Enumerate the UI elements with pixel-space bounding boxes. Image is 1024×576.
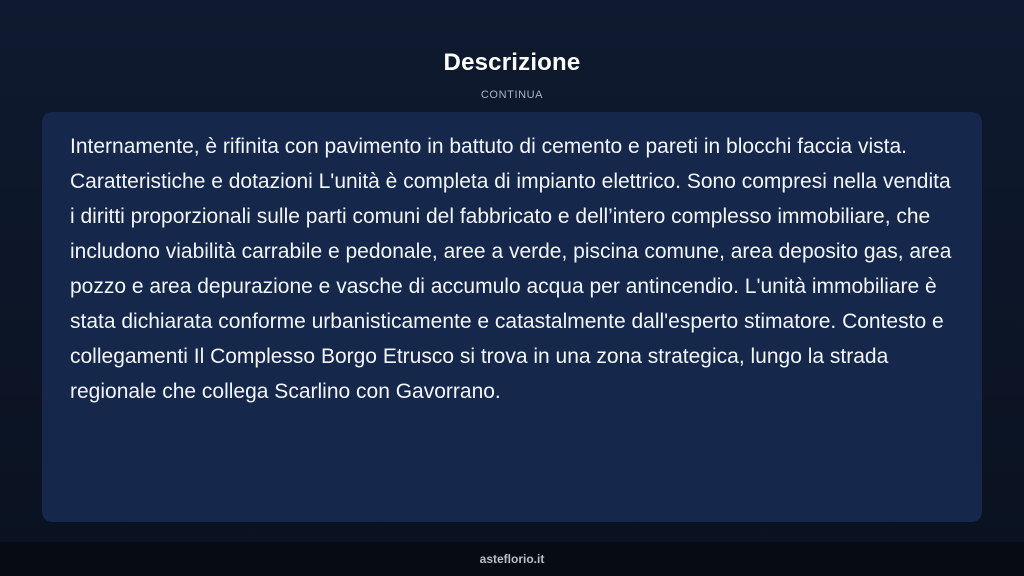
footer-bar <box>0 542 1024 576</box>
continue-label: CONTINUA <box>480 89 544 101</box>
site-label: asteflorio.it <box>479 552 545 566</box>
description-card <box>42 112 982 522</box>
description-text: Internamente, è rifinita con pavimento in battuto di cemento e pareti in blocchi faccia vista. Caratteristiche e dotazioni L'unità è completa di impianto elettrico. Sono compresi nella vendita i diritti proporzionali sulle parti comuni del fabbricato e dell’intero complesso immobiliare, che includono viabilità carrabile e pedonale, aree a verde, piscina comune, area deposito gas, area pozzo e area depurazione e vasche di accumulo acqua per antincendio. L'unità immobiliare è stata dichiarata conforme urbanisticamente e catastalmente dall'esperto stimatore. Contesto e collegamenti Il Complesso Borgo Etrusco si trova in una zona strategica, lungo la strada regionale che collega Scarlino con Gavorrano. <box>70 135 952 403</box>
header <box>0 48 1024 102</box>
page-title: Descrizione <box>443 49 581 76</box>
